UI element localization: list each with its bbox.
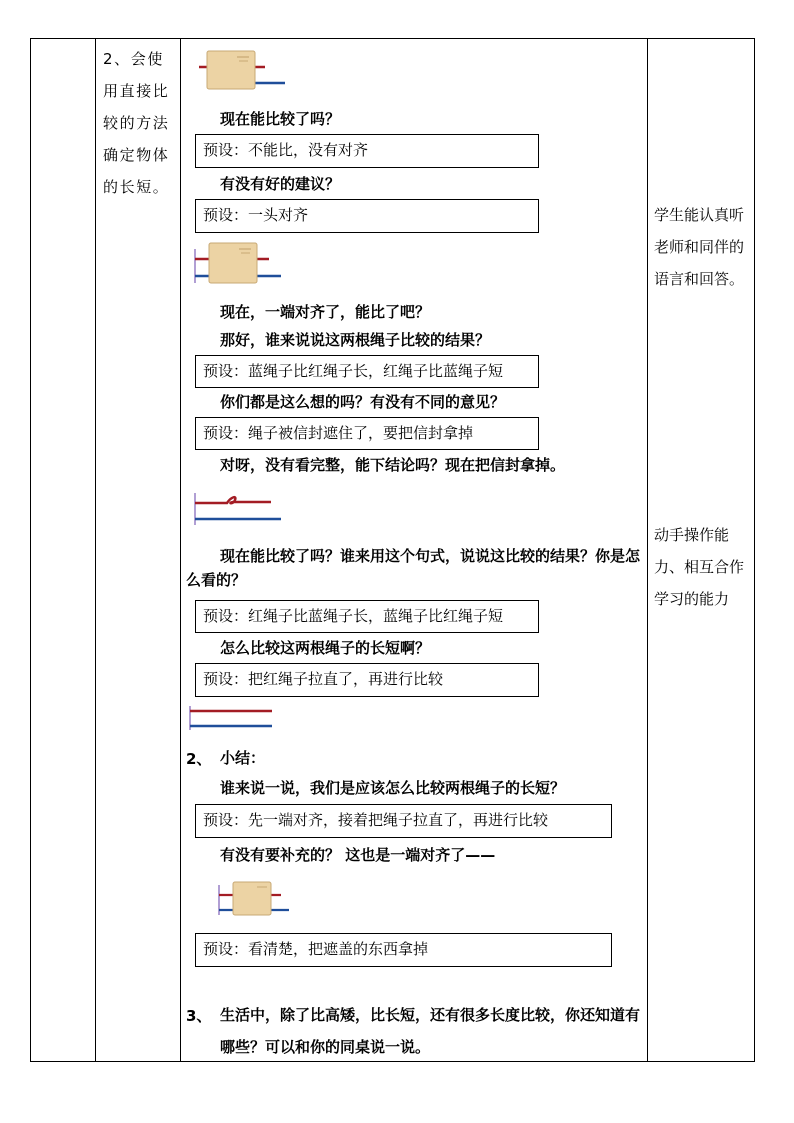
envelope-ropes-image-3 bbox=[217, 879, 297, 919]
answer-box: 预设：绳子被信封遮住了，要把信封拿掉 bbox=[195, 417, 539, 450]
column-divider bbox=[647, 39, 648, 1061]
note-cooperation: 动手操作能力、相互合作学习的能力 bbox=[654, 526, 745, 608]
answer-box: 预设：看清楚，把遮盖的东西拿掉 bbox=[195, 933, 612, 967]
question-line: 现在能比较了吗？ bbox=[220, 110, 341, 128]
answer-box: 预设：红绳子比蓝绳子长，蓝绳子比红绳子短 bbox=[195, 600, 539, 633]
envelope-ropes-image-1 bbox=[193, 47, 293, 91]
question-line: 现在，一端对齐了，能比了吧？ bbox=[220, 303, 431, 321]
section-number: 2、 bbox=[186, 750, 212, 768]
question-line: 你们都是这么想的吗？有没有不同的意见？ bbox=[220, 393, 506, 411]
section-number: 3、 bbox=[186, 1007, 212, 1025]
ropes-curled-image bbox=[193, 489, 293, 529]
answer-box: 预设：一头对齐 bbox=[195, 199, 539, 233]
question-line: 怎么比较这两根绳子的长短啊？ bbox=[220, 639, 431, 657]
question-line: 有没有要补充的？ 这也是一端对齐了—— bbox=[220, 846, 496, 864]
ropes-straightened-image bbox=[188, 704, 288, 732]
question-line: 有没有好的建议？ bbox=[220, 175, 341, 193]
envelope-ropes-image-2 bbox=[193, 239, 293, 287]
note-listening: 学生能认真听老师和同伴的语言和回答。 bbox=[654, 206, 745, 288]
objective-text: 2、会使用直接比较的方法确定物体的长短。 bbox=[103, 50, 170, 196]
question-line: 谁来说一说，我们是应该怎么比较两根绳子的长短？ bbox=[220, 779, 566, 797]
answer-box: 预设：把红绳子拉直了，再进行比较 bbox=[195, 663, 539, 697]
summary-title: 小结： bbox=[220, 749, 266, 767]
question-line: 对呀，没有看完整，能下结论吗？现在把信封拿掉。 bbox=[220, 456, 566, 474]
part3-paragraph: 生活中，除了比高矮，比长短，还有很多长度比较，你还知道有哪些？可以和你的同桌说一说。 bbox=[220, 1006, 641, 1056]
column-divider bbox=[95, 39, 96, 1061]
answer-box: 预设：先一端对齐，接着把绳子拉直了，再进行比较 bbox=[195, 804, 612, 838]
question-line: 那好，谁来说说这两根绳子比较的结果？ bbox=[220, 331, 491, 349]
question-paragraph: 现在能比较了吗？谁来用这个句式，说说这比较的结果？你是怎么看的？ bbox=[186, 547, 641, 589]
answer-box: 预设：蓝绳子比红绳子长，红绳子比蓝绳子短 bbox=[195, 355, 539, 388]
lesson-table bbox=[30, 38, 755, 1062]
answer-box: 预设：不能比，没有对齐 bbox=[195, 134, 539, 168]
column-divider bbox=[180, 39, 181, 1061]
